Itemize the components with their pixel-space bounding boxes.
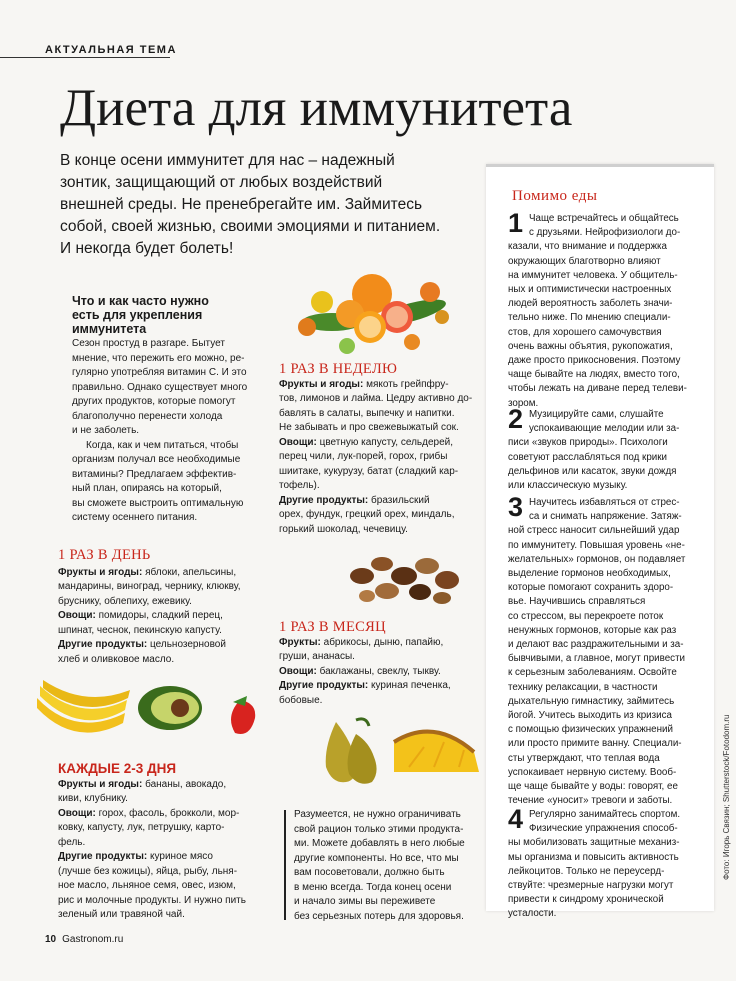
sidebar-item-line: с друзьями. Нейрофизиологи до- xyxy=(529,227,681,239)
sidebar-item-line: Регулярно занимайтесь спортом. xyxy=(529,809,681,820)
lead-line: В конце осени иммунитет для нас – надежный xyxy=(60,152,395,169)
daily-line: шпинат, чеснок, пекинскую капусту. xyxy=(58,624,222,636)
sidebar-item-line: которые помогают сохранить здоро- xyxy=(508,582,674,594)
every23-text xyxy=(58,778,278,923)
sidebar-item-line: Научитесь избавляться от стрес- xyxy=(529,497,680,508)
sidebar-item-line: очень важны объятия, рукопожатия, xyxy=(508,340,673,352)
weekly-line: перец чили, лук-порей, горох, грибы xyxy=(279,451,448,462)
daily-line: Другие продукты: цельнозерновой xyxy=(58,639,226,650)
note-rule xyxy=(284,810,286,920)
sidebar-item-line: мы организма и повысить активность xyxy=(508,851,679,863)
sidebar-item-line: привести к синдрому хронической xyxy=(508,894,664,906)
weekly-line: Другие продукты: бразильский xyxy=(279,494,430,506)
note-block: Разумеется, не нужно ограничивать свой рацион только этими продукта- ми. Можете добавлять в него любые другие компоненты. Но все, что мы вам посоветовали, должно быть в меню всегда. Тогда конец осени и начало зимы вы переживете без серьезных потерь для здоровья. xyxy=(294,809,465,922)
sidebar-item-line: ствуйте: чрезмерные нагрузки могут xyxy=(508,880,674,892)
photo-credit: Фото: Игорь Связин; Shutterstock/Fotodom.ru xyxy=(722,714,731,880)
sidebar-item-line: ной стресс наносит сильнейший удар xyxy=(508,525,680,537)
daily-block xyxy=(58,548,278,667)
sidebar-item-line: успокаивающие мелодии или за- xyxy=(529,423,680,435)
sidebar-item-line: бывчивыми, а главное, могут привести xyxy=(508,653,686,665)
every23-line: ковку, капусту, лук, петрушку, карто- xyxy=(58,822,225,833)
page-footer xyxy=(45,934,123,945)
page-title: Диета для иммунитета xyxy=(60,79,573,137)
daily-line: хлеб и оливковое масло. xyxy=(58,653,175,665)
item-number: 1 xyxy=(508,208,524,238)
intro-text: Сезон простуд в разгаре. Бытует мнение, что пережить его можно, ре- гулярно употребляя витамин С. И это правильно. Однако существует много других продуктов, которые помогут благополучно перенести холода и не заболеть. Когда, как и чем питаться, чтобы организм получал все необходимые витамины? Предлагаем эффектив- ный план, опираясь на который, вы сможете выстроить оптимальную систему осеннего питания. xyxy=(72,338,248,523)
sidebar-item-line: со стрессом, вы перекроете поток xyxy=(508,610,664,622)
every23-block xyxy=(58,762,278,923)
every23-line: рис и молочные продукты. И нужно пить xyxy=(58,894,246,906)
lead-line: зонтик, защищающий от любых воздействий xyxy=(60,174,383,191)
daily-line: Овощи: помидоры, сладкий перец, xyxy=(58,610,223,621)
sidebar-item-line: усталости. xyxy=(508,908,557,920)
item-number: 4 xyxy=(508,804,524,834)
sidebar-item xyxy=(508,804,708,922)
every23-line: Другие продукты: куриное мясо xyxy=(58,851,213,862)
weekly-text xyxy=(279,378,484,538)
weekly-line: Фрукты и ягоды: мякоть грейпфру- xyxy=(279,378,449,390)
sidebar-item-line: и делают вас раздражительными и за- xyxy=(508,639,684,651)
sidebar-item-line: Музицируйте сами, слушайте xyxy=(529,409,664,420)
sidebar-item-line: дыхательную гимнастику, займитесь xyxy=(508,695,675,707)
sidebar-item-line: выделение гормонов необходимых, xyxy=(508,568,671,580)
sidebar-item-line: чаще бывайте на людях, вместо того, xyxy=(508,369,680,381)
every23-line: зеленый или травяной чай. xyxy=(58,909,185,920)
pear-pineapple-image xyxy=(314,712,479,787)
sidebar-item-line: ненужных гормонов, которые как раз xyxy=(508,624,677,636)
sidebar-item-line: или просто примите ванну. Специали- xyxy=(508,738,682,750)
sidebar-item-line: окружающих благотворно влияют xyxy=(508,255,661,267)
daily-line: мандарины, виноград, чернику, клюкву, xyxy=(58,581,241,592)
nuts-image xyxy=(342,546,467,608)
monthly-line: бобовые. xyxy=(279,694,323,706)
lead-line: внешней среды. Не пренебрегайте им. Займитесь xyxy=(60,196,423,213)
page-number: 10 xyxy=(45,934,57,945)
weekly-block xyxy=(279,362,484,537)
monthly-line: Другие продукты: куриная печенка, xyxy=(279,680,451,691)
sidebar-item-line: лейкоцитов. Только не переусерд- xyxy=(508,865,665,877)
sidebar-item-line: технику релаксации, в частности xyxy=(508,681,658,693)
lead-line: И некогда будет болеть! xyxy=(60,240,234,257)
sidebar-item-line: даже просто прикосновения. Поэтому xyxy=(508,355,681,367)
monthly-line: Фрукты: абрикосы, дыню, папайю, xyxy=(279,636,444,648)
sidebar-item-line: тельно ниже. По мнению специали- xyxy=(508,312,671,324)
sidebar-item-line: советуют расслабляться под крики xyxy=(508,451,668,463)
sidebar-item-line: са и снимать напряжение. Затяж- xyxy=(529,511,682,523)
every23-line: киви, клубнику. xyxy=(58,793,128,804)
sidebar-item-line: на иммунитет человека. У общитель- xyxy=(508,269,678,281)
section-divider xyxy=(0,57,170,58)
weekly-line: шиитаке, кукурузу, батат (сладкий кар- xyxy=(279,465,459,477)
every23-line: Фрукты и ягоды: бананы, авокадо, xyxy=(58,778,227,790)
site-name: Gastronom.ru xyxy=(62,934,124,945)
sidebar-item-line: сты утверждают, что теплая вода xyxy=(508,752,660,764)
sidebar-item-line: дельфинов или касаток, звуки дождя xyxy=(508,465,677,477)
sidebar-item-line: ны мобилизовать защитные механиз- xyxy=(508,837,680,849)
sidebar-item-line: с помощью физических упражнений xyxy=(508,724,673,736)
sidebar-item-line: течение «уносит» тревоги и заботы. xyxy=(508,795,673,807)
every23-line: ное масло, льняное семя, овес, изюм, xyxy=(58,880,236,891)
daily-text xyxy=(58,566,278,668)
sidebar-item-line: чтобы лежать на диване перед телеви- xyxy=(508,383,687,395)
monthly-block xyxy=(279,620,484,708)
daily-heading: 1 РАЗ В ДЕНЬ xyxy=(58,547,151,563)
sidebar-item-line: Чаще встречайтесь и общайтесь xyxy=(529,213,679,224)
sidebar-item-line: ных и оптимистически настроенных xyxy=(508,284,672,296)
weekly-line: Не забывать и про свежевыжатый сок. xyxy=(279,422,459,433)
sidebar-item-line: к серьезным заболеваниям. Освойте xyxy=(508,667,677,679)
citrus-image xyxy=(292,272,457,352)
sidebar-item xyxy=(508,208,708,411)
fruits-image xyxy=(35,678,260,743)
sidebar-item-line: йогой. Учитесь выходить из кризиса xyxy=(508,710,672,722)
every23-line: Овощи: горох, фасоль, брокколи, мор- xyxy=(58,807,240,819)
sidebar-item-line: людей вероятность заболеть значи- xyxy=(508,298,673,310)
daily-line: бруснику, облепиху, ежевику. xyxy=(58,595,192,607)
sidebar-item-line: казали, что внимание и поддержка xyxy=(508,241,667,253)
sidebar-item-line: или классическую музыку. xyxy=(508,480,628,492)
sidebar-item-line: писи «звуков природы». Психологи xyxy=(508,437,668,449)
weekly-line: орех, фундук, грецкий орех, миндаль, xyxy=(279,509,455,520)
monthly-heading: 1 РАЗ В МЕСЯЦ xyxy=(279,619,386,635)
sidebar-item-line: стов, для хорошего самочувствия xyxy=(508,326,662,338)
monthly-line: Овощи: баклажаны, свеклу, тыкву. xyxy=(279,665,441,677)
daily-line: Фрукты и ягоды: яблоки, апельсины, xyxy=(58,566,237,578)
weekly-heading: 1 РАЗ В НЕДЕЛЮ xyxy=(279,361,398,377)
sidebar-item-line: успокаивает нервную систему. Вооб- xyxy=(508,766,677,778)
lead-paragraph xyxy=(60,150,490,260)
sidebar-title: Помимо еды xyxy=(512,188,598,204)
lead-line: собой, своей жизнью, своими эмоциями и питанием. xyxy=(60,218,441,235)
section-tag: АКТУАЛЬНАЯ ТЕМА xyxy=(45,44,177,56)
intro-block xyxy=(72,294,282,526)
sidebar-item-line: вье. Научившись справляться xyxy=(508,596,646,608)
weekly-line: горький шоколад, чечевицу. xyxy=(279,523,408,535)
every23-heading: КАЖДЫЕ 2-3 ДНЯ xyxy=(58,761,177,776)
weekly-line: тов, лимонов и лайма. Цедру активно до- xyxy=(279,393,473,404)
sidebar-item-line: Физические упражнения способ- xyxy=(529,823,678,835)
weekly-line: тофель). xyxy=(279,480,320,491)
sidebar-item-line: желательных» гормонов, он подавляет xyxy=(508,553,686,565)
sidebar-item-line: зором. xyxy=(508,397,539,409)
item-number: 2 xyxy=(508,404,524,434)
intro-title: Что и как часто нужно есть для укрепления иммунитета xyxy=(72,294,209,336)
sidebar-item xyxy=(508,404,708,493)
sidebar-item-line: ще чаще бывайте у воды: говорят, ее xyxy=(508,781,678,793)
every23-line: фель. xyxy=(58,836,86,848)
weekly-line: бавлять в салаты, выпечку и напитки. xyxy=(279,407,455,419)
sidebar-item-line: по иммунитету. Повышая уровень «не- xyxy=(508,539,685,551)
every23-line: (лучше без кожицы), яйца, рыбу, льня- xyxy=(58,865,238,877)
monthly-text xyxy=(279,636,484,709)
weekly-line: Овощи: цветную капусту, сельдерей, xyxy=(279,436,454,448)
item-number: 3 xyxy=(508,492,524,522)
monthly-line: груши, ананасы. xyxy=(279,651,355,662)
sidebar-item xyxy=(508,492,708,808)
